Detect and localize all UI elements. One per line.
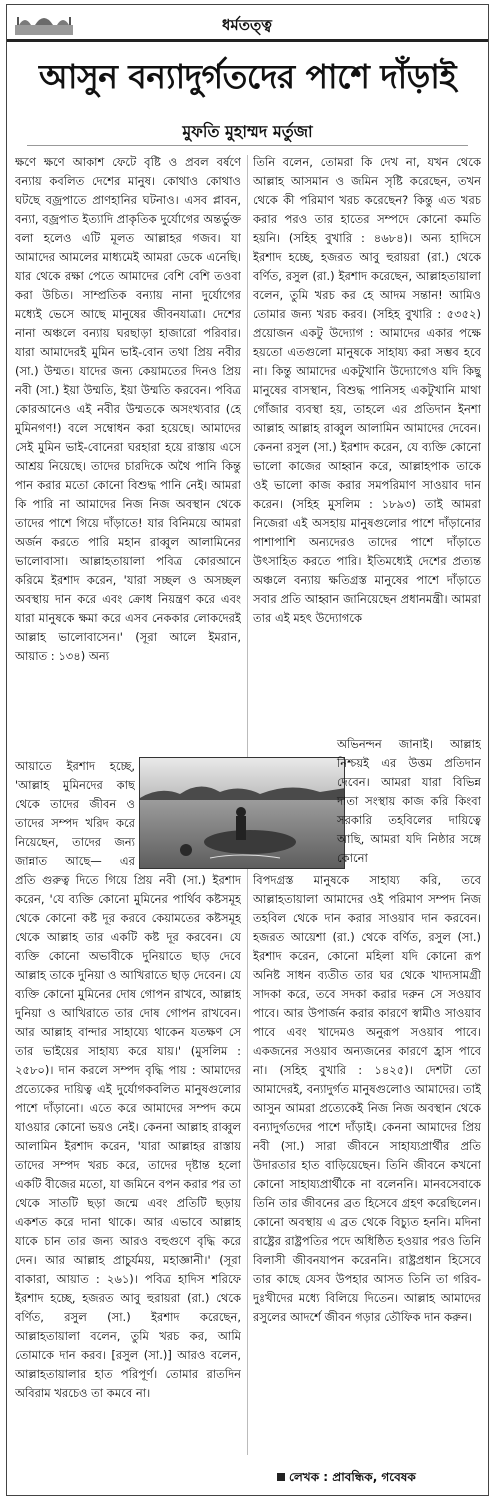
paragraph: আয়াতে ইরশাদ হচ্ছে, 'আল্লাহ মুমিনদের কাছ থেকে তাদের জীবন ও তাদের সম্পদ খরিদ করে নিয়েছেন, তাদের জন্য জান্নাত আছে— এর bbox=[15, 759, 135, 867]
section-label: ধর্মতত্ত্ব bbox=[222, 16, 272, 34]
article-column-right-middle bbox=[253, 735, 481, 865]
paragraph: ক্ষণে ক্ষণে আকাশ ফেটে বৃষ্টি ও প্রবল বর্ষণে বন্যায় কবলিত দেশের মানুষ। কোথাও কোথাও ঘটছে বজ্রপাতে প্রাণহানির ঘটনাও। এসব প্লাবন, বন্যা, বজ্রপাত ইত্যাদি প্রাকৃতিক দুর্যোগের অন্তর্ভুক্ত বলা হলেও এটি মূলত আল্লাহর গজব। যা আমাদের আমলের মাধ্যমেই আমরা ডেকে এনেছি। যার থেকে রক্ষা পেতে আমাদের বেশি বেশি তওবা করা উচিত। সাম্প্রতিক বন্যায় নানা দুর্যোগের মধ্যেই ভেসে আছে মানুষের জীবনযাত্রা। দেশের নানা অঞ্চলে বন্যায় ঘরছাড়া হাজারো পরিবার। যারা আমাদেরই মুমিন ভাই-বোন তথা প্রিয় নবীর (সা.) উম্মত। যাদের জন্য কেয়ামতের দিনও প্রিয় নবী (সা.) ইয়া উম্মতি, ইয়া উম্মতি করবেন। পবিত্র কোরআনেও এই নবীর উম্মতকে অসংখ্যবার (হে মুমিনগণ!) বলে সম্বোধন করা হয়েছে। আমাদের সেই মুমিন ভাই-বোনেরা ঘরহারা হয়ে রাস্তায় এসে আশ্রয় নিয়েছে। তাদের চারদিকে অথৈ পানি কিন্তু পান করার মতো কোনো বিশুদ্ধ পানি নেই। আমরা কি পারি না আমাদের নিজ নিজ অবস্থান থেকে তাদের পাশে গিয়ে দাঁড়াতে! যার বিনিময়ে আমরা অর্জন করতে পারি মহান রাব্বুল আলামিনের ভালোবাসা। আল্লাহতায়ালা পবিত্র কোরআনে করিমে ইরশাদ করেন, 'যারা সচ্ছল ও অসচ্ছল অবস্থায় দান করে এবং ক্রোধ নিয়ন্ত্রণ করে এবং যারা মানুষকে ক্ষমা করে এসব নেককার লোকদেরই আল্লাহ ভালোবাসেন।' (সূরা আলে ইমরান, আয়াত : ১৩৪) অন্য bbox=[15, 155, 241, 663]
article-column-right-bottom bbox=[253, 871, 481, 1466]
author-note-text: লেখক : প্রাবন্ধিক, গবেষক bbox=[289, 1470, 416, 1484]
byline-divider bbox=[27, 145, 468, 146]
article-column-left-middle bbox=[15, 757, 135, 867]
author-note bbox=[277, 1469, 416, 1489]
article-column-left-top bbox=[15, 153, 241, 753]
article-frame bbox=[6, 4, 489, 1496]
header-rule bbox=[7, 39, 488, 42]
section-header bbox=[7, 5, 488, 41]
square-bullet-icon bbox=[277, 1473, 285, 1481]
paragraph: প্রতি গুরুত্ব দিতে গিয়ে প্রিয় নবী (সা.) ইরশাদ করেন, 'যে ব্যক্তি কোনো মুমিনের পার্থিব কষ্টসমূহ থেকে কোনো কষ্ট দূর করবে কেয়ামতের কষ্টসমূহ থেকে আল্লাহ তার একটি কষ্ট দূর করবেন। যে ব্যক্তি কোনো অভাবীকে দুনিয়াতে ছাড় দেবে আল্লাহ তাকে দুনিয়া ও আখিরাতে ছাড় দেবেন। যে ব্যক্তি কোনো মুমিনের দোষ গোপন রাখবে, আল্লাহ দুনিয়া ও আখিরাতে তার দোষ গোপন রাখবেন। আর আল্লাহ বান্দার সাহায্যে থাকেন যতক্ষণ সে তার ভাইয়ের সাহায্য করে যায়।' (মুসলিম : ২৫৮০)। দান করলে সম্পদ বৃদ্ধি পায় : আমাদের প্রত্যেকের দায়িত্ব এই দুর্যোগকবলিত মানুষগুলোর পাশে দাঁড়ানো। এতে করে আমাদের সম্পদ কমে যাওয়ার কোনো ভয়ও নেই। কেননা আল্লাহ রাব্বুল আলামিন ইরশাদ করেন, 'যারা আল্লাহর রাস্তায় তাদের সম্পদ খরচ করে, তাদের দৃষ্টান্ত হলো একটি বীজের মতো, যা জমিনে বপন করার পর তা থেকে সাতটি ছড়া জন্মে এবং প্রতিটি ছড়ায় একশত করে দানা থাকে। আর এভাবে আল্লাহ যাকে চান তার জন্য আরও বহুগুণে বৃদ্ধি করে দেন। আর আল্লাহ প্রাচুর্যময়, মহাজ্ঞানী।' (সূরা বাকারা, আয়াত : ২৬১)। পবিত্র হাদিস শরিফে ইরশাদ হচ্ছে, হজরত আবু হুরায়রা (রা.) থেকে বর্ণিত, রসুল (সা.) ইরশাদ করেছেন, আল্লাহতায়ালা বলেন, তুমি খরচ কর, আমি তোমাকে দান করব। [রসুল (সা.)] আরও বলেন, আল্লাহতায়ালার হাত পরিপূর্ণ। তোমার রাতদিন অবিরাম খরচেও তা কমবে না। bbox=[15, 873, 241, 1400]
mosque-logo-icon bbox=[15, 11, 73, 35]
article-column-left-bottom bbox=[15, 871, 241, 1466]
paragraph: অভিনন্দন জানাই। আল্লাহ নিশ্চয়ই এর উত্তম প্রতিদান দেবেন। আমরা যারা বিভিন্ন দাতা সংস্থায় কাজ করি কিংবা সরকারি তহবিলের দায়িত্বে আছি, আমরা যদি নিষ্ঠার সঙ্গে কোনো bbox=[337, 737, 481, 865]
byline: মুফতি মুহাম্মদ মর্তুজা bbox=[182, 122, 313, 141]
article-column-right-top bbox=[253, 153, 481, 731]
headline: আসুন বন্যাদুর্গতদের পাশে দাঁড়াই bbox=[38, 57, 457, 96]
paragraph: তিনি বলেন, তোমরা কি দেখ না, যখন থেকে আল্লাহ আসমান ও জমিন সৃষ্টি করেছেন, তখন থেকে কী পরিমাণ খরচ করেছেন? কিন্তু এত খরচ করার পরও তার হাতের সম্পদে কোনো কমতি হয়নি। (সহিহ বুখারি : ৪৬৮৪)। অন্য হাদিসে ইরশাদ হচ্ছে, হজরত আবু হুরায়রা (রা.) থেকে বর্ণিত, রসুল (রা.) ইরশাদ করেছেন, আল্লাহতায়ালা বলেন, তুমি খরচ কর হে আদম সন্তান! আমিও তোমার জন্য খরচ করব। (সহিহ বুখারি : ৫৩৫২) প্রয়োজন একটু উদ্যোগ : আমাদের একার পক্ষে হয়তো এতগুলো মানুষকে সাহায্য করা সম্ভব হবে না। কিন্তু আমাদের একটুখানি উদ্যোগেও যদি কিছু মানুষের বাসস্থান, বিশুদ্ধ পানিসহ একটুখানি মাথা গোঁজার ব্যবস্থা হয়, তাহলে এর প্রতিদান ইনশা আল্লাহ আল্লাহ রাব্বুল আলামিন আমাদের দেবেন। কেননা রসুল (সা.) ইরশাদ করেন, যে ব্যক্তি কোনো ভালো কাজের আহ্বান করে, আল্লাহপাক তাকে ওই ভালো কাজ করার সমপরিমাণ সাওয়াব দান করেন। (সহিহ মুসলিম : ১৮৯৩) তাই আমরা নিজেরা এই অসহায় মানুষগুলোর পাশে দাঁড়ানোর পাশাপাশি অন্যদেরও তাদের পাশে দাঁড়াতে উৎসাহিত করতে পারি। ইতিমধ্যেই দেশের প্রত্যন্ত অঞ্চলে বন্যায় ক্ষতিগ্রস্ত মানুষের পাশে দাঁড়াতে সবার প্রতি আহ্বান জানিয়েছেন প্রধানমন্ত্রী। আমরা তার এই মহৎ উদ্যোগকে bbox=[253, 155, 481, 625]
paragraph: বিপদগ্রস্ত মানুষকে সাহায্য করি, তবে আল্লাহতায়ালা আমাদের ওই পরিমাণ সম্পদ নিজ তহবিল থেকে দান করার সাওয়াব দান করবেন। হজরত আয়েশা (রা.) থেকে বর্ণিত, রসুল (সা.) ইরশাদ করেন, কোনো মহিলা যদি কোনো রূপ অনিষ্ট সাধন ব্যতীত তার ঘর থেকে খাদ্যসামগ্রী সাদকা করে, তবে সদকা করার দরুন সে সওয়াব পাবে। আর উপার্জন করার কারণে স্বামীও সাওয়াব পাবে এবং খাদেমও অনুরূপ সওয়াব পাবে। একজনের সওয়াব অন্যজনের কারণে হ্রাস পাবে না। (সহিহ বুখারি : ১৪২৫)। দেশটা তো আমাদেরই, বন্যাদুর্গত মানুষগুলোও আমাদের। তাই আসুন আমরা প্রত্যেকেই নিজ নিজ অবস্থান থেকে বন্যাদুর্গতদের পাশে দাঁড়াই। কেননা আমাদের প্রিয় নবী (সা.) সারা জীবনে সাহায্যপ্রার্থীর প্রতি উদারতার হাত বাড়িয়েছেন। তিনি জীবনে কখনো কোনো সাহায্যপ্রার্থীকে না বলেননি। মানবসেবাকে তিনি তার জীবনের ব্রত হিসেবে গ্রহণ করেছিলেন। কোনো অবস্থায় এ ব্রত থেকে বিচ্যুত হননি। মদিনা রাষ্ট্রের রাষ্ট্রপতির পদে অধিষ্ঠিত হওয়ার পরও তিনি বিলাসী জীবনযাপন করেননি। রাষ্ট্রপ্রধান হিসেবে তার কাছে যেসব উপহার আসত তিনি তা গরিব-দুঃখীদের মধ্যে বিলিয়ে দিতেন। আল্লাহ আমাদের রসুলের আদর্শে জীবন গড়ার তৌফিক দান করুন। bbox=[253, 873, 481, 1324]
